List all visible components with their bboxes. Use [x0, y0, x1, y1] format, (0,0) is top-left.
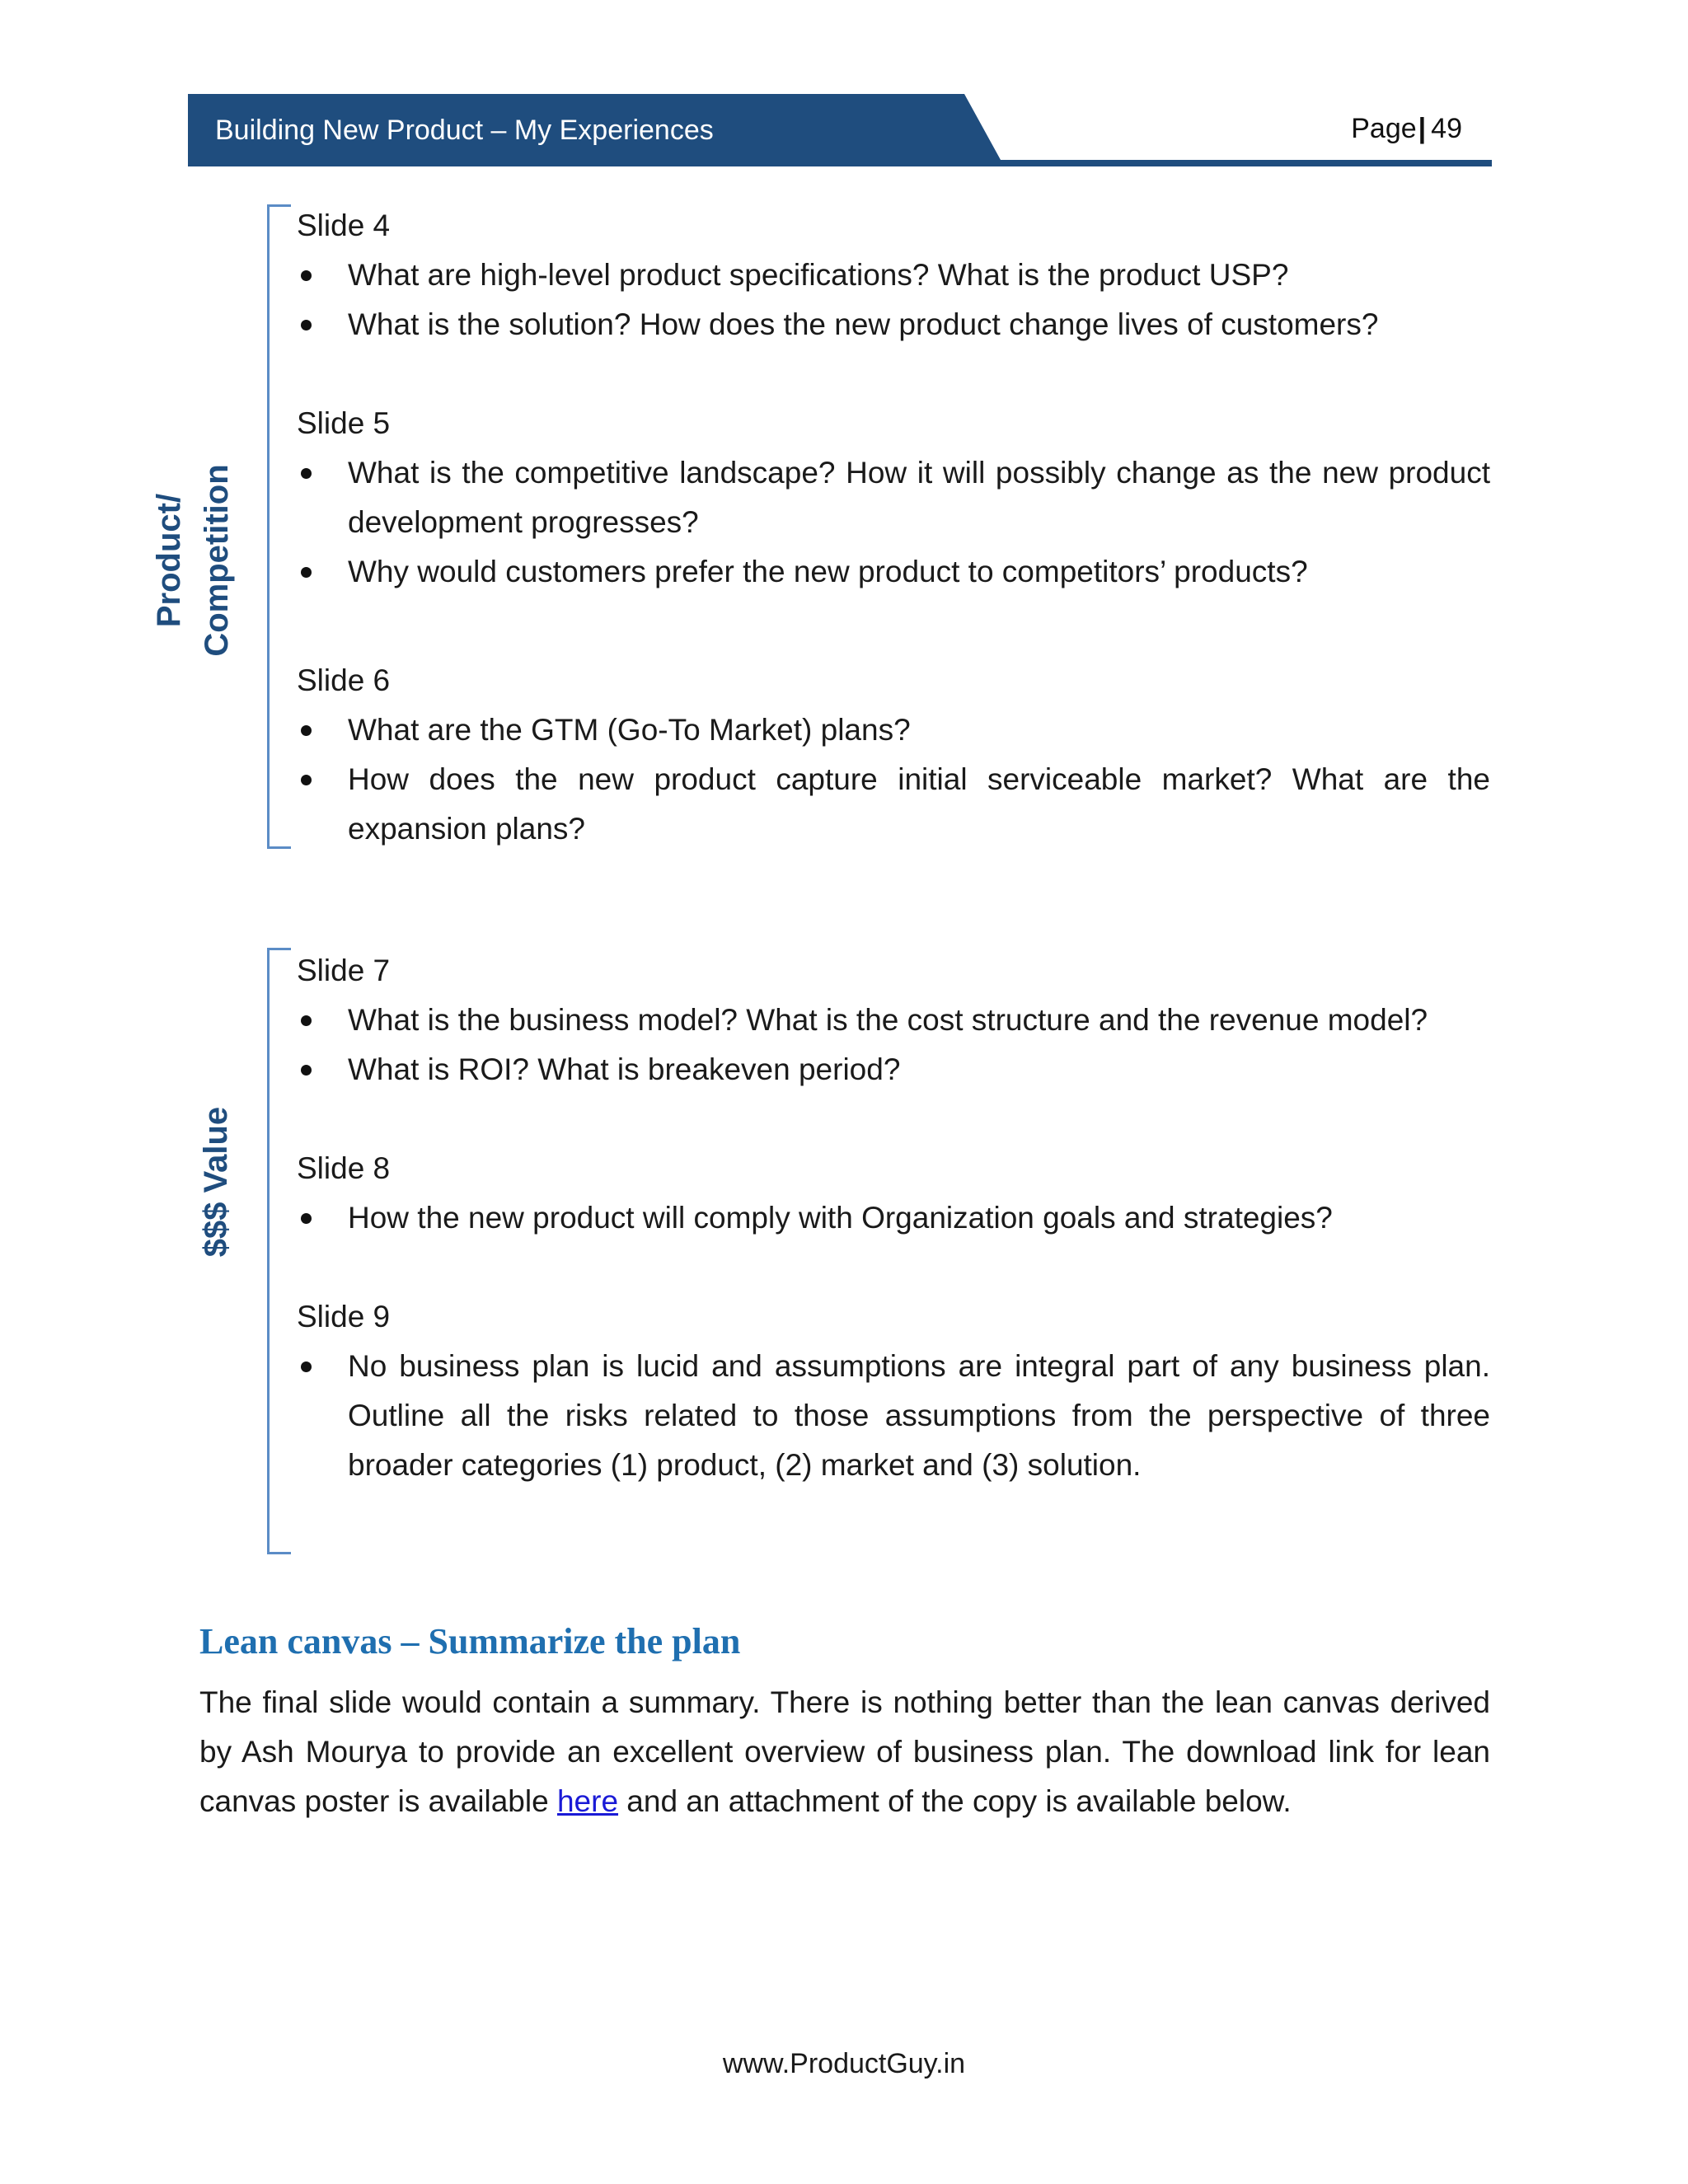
bullet-item: What are the GTM (Go-To Market) plans?	[297, 705, 1490, 755]
bullet-list	[297, 1342, 1490, 1490]
side-label-value	[192, 1107, 240, 1257]
paragraph-text: The final slide would contain a summary. There is nothing better than the lean canvas derived by Ash Mourya to provide an excellent overview of business plan. The download link for lean canvas poster is available	[199, 1685, 1490, 1818]
bullet-item: How does the new product capture initial serviceable market? What are the expansion plans?	[297, 755, 1490, 854]
bullet-item: How the new product will comply with Organization goals and strategies?	[297, 1193, 1490, 1243]
bullet-item: What are high-level product specifications? What is the product USP?	[297, 251, 1490, 300]
footer-url: www.ProductGuy.in	[722, 2048, 966, 2079]
slide-title: Slide 9	[297, 1300, 391, 1333]
slide-block-7	[297, 946, 1490, 1094]
bullet-list	[297, 705, 1490, 854]
side-label-line-1: Product/	[151, 493, 187, 628]
slide-block-9	[297, 1292, 1490, 1490]
group-bracket-value	[267, 948, 291, 1554]
page-number	[1351, 110, 1462, 147]
bullet-list	[297, 1193, 1490, 1243]
bullet-item: Why would customers prefer the new product to competitors’ products?	[297, 547, 1490, 597]
slide-block-4	[297, 201, 1490, 349]
lean-canvas-download-link[interactable]: here	[556, 1784, 619, 1818]
bullet-item: No business plan is lucid and assumptions are integral part of any business plan. Outline all the risks related to those assumptions from the perspective of three broader categories (1) product, (2) market and (3) solution.	[297, 1342, 1490, 1490]
side-label-product-competition	[145, 464, 241, 656]
bullet-item: What is the business model? What is the cost structure and the revenue model?	[297, 996, 1490, 1045]
bullet-list	[297, 996, 1490, 1094]
slide-title: Slide 4	[297, 209, 391, 242]
slide-block-5	[297, 399, 1490, 597]
slide-title: Slide 7	[297, 954, 391, 987]
paragraph-text: and an attachment of the copy is available below.	[618, 1784, 1292, 1818]
bullet-list	[297, 251, 1490, 349]
slides-group-product	[297, 201, 1490, 854]
slide-title: Slide 6	[297, 663, 391, 697]
page-separator: |	[1418, 113, 1427, 144]
page-header	[188, 94, 1492, 166]
slide-title: Slide 5	[297, 406, 391, 440]
slide-title: Slide 8	[297, 1151, 391, 1185]
slide-block-8	[297, 1144, 1490, 1243]
slides-group-value	[297, 946, 1490, 1490]
document-title: Building New Product – My Experiences	[215, 115, 714, 146]
group-bracket-product	[267, 204, 291, 849]
slide-block-6	[297, 656, 1490, 854]
page-number-value: 49	[1431, 113, 1462, 144]
bullet-item: What is the competitive landscape? How it will possibly change as the new product development progresses?	[297, 448, 1490, 547]
body-paragraph	[199, 1678, 1490, 1826]
section-heading: Lean canvas – Summarize the plan	[199, 1621, 741, 1661]
page-label: Page	[1351, 113, 1417, 144]
side-label-line-1: $$$ Value	[198, 1106, 234, 1258]
side-label-line-2: Competition	[199, 464, 235, 657]
bullet-item: What is ROI? What is breakeven period?	[297, 1045, 1490, 1094]
bullet-item: What is the solution? How does the new product change lives of customers?	[297, 300, 1490, 349]
bullet-list	[297, 448, 1490, 597]
